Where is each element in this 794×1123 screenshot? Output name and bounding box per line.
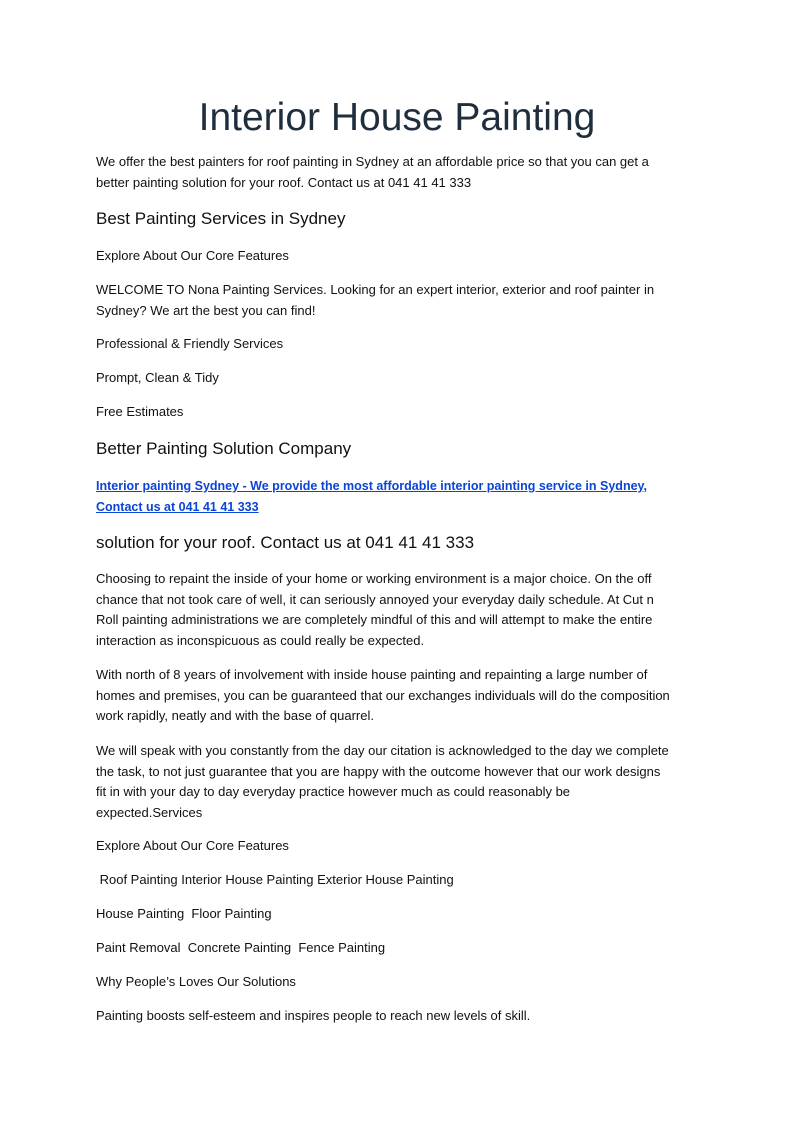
welcome-line-1: WELCOME TO Nona Painting Services. Looking for an expert interior, exterior and roof painter in bbox=[96, 282, 655, 297]
communication-paragraph bbox=[96, 741, 706, 823]
feature-free-estimates: Free Estimates bbox=[96, 404, 184, 419]
choosing-line-4: interaction as inconspicuous as could really be expected. bbox=[96, 632, 425, 648]
communication-line-1: We will speak with you constantly from the day our citation is acknowledged to the day we complete bbox=[96, 743, 669, 758]
link-line-2[interactable]: Contact us at 041 41 41 333 bbox=[96, 500, 259, 514]
page-title: Interior House Painting bbox=[198, 96, 596, 139]
explore-core-features-2: Explore About Our Core Features bbox=[96, 838, 289, 853]
intro-line-1: We offer the best painters for roof painting in Sydney at an affordable price so that you can get a bbox=[96, 154, 649, 169]
feature-professional: Professional & Friendly Services bbox=[96, 336, 284, 351]
welcome-line-2: Sydney? We art the best you can find! bbox=[96, 302, 316, 318]
why-people-heading: Why People’s Loves Our Solutions bbox=[96, 974, 296, 989]
heading-solution-contact: solution for your roof. Contact us at 041 41 41 333 bbox=[96, 533, 475, 552]
services-row-2: House Painting Floor Painting bbox=[96, 906, 272, 921]
interior-painting-sydney-link[interactable] bbox=[96, 476, 647, 518]
choosing-line-2: chance that not took care of well, it can seriously annoyed your everyday daily schedule. At Cut n bbox=[96, 591, 654, 607]
welcome-paragraph bbox=[96, 280, 706, 321]
communication-line-2: the task, to not just guarantee that you are happy with the outcome however that our work designs bbox=[96, 763, 661, 779]
experience-line-3: work rapidly, neatly and with the base of quarrel. bbox=[96, 708, 374, 723]
intro-paragraph bbox=[96, 152, 706, 193]
feature-prompt: Prompt, Clean & Tidy bbox=[96, 370, 219, 385]
experience-line-2: homes and premises, you can be guaranteed that our exchanges individuals will do the composition bbox=[96, 687, 670, 703]
experience-line-1: With north of 8 years of involvement with inside house painting and repainting a large number of bbox=[96, 667, 648, 682]
services-row-3: Paint Removal Concrete Painting Fence Painting bbox=[96, 940, 386, 955]
heading-best-painting-services: Best Painting Services in Sydney bbox=[96, 209, 346, 228]
communication-line-4: expected.Services bbox=[96, 804, 203, 820]
services-row-1: Roof Painting Interior House Painting Exterior House Painting bbox=[96, 872, 454, 887]
choosing-paragraph bbox=[96, 569, 706, 651]
choosing-line-1: Choosing to repaint the inside of your home or working environment is a major choice. On the off bbox=[96, 571, 652, 586]
heading-better-painting-solution: Better Painting Solution Company bbox=[96, 439, 352, 458]
closing-statement: Painting boosts self-esteem and inspires people to reach new levels of skill. bbox=[96, 1008, 531, 1023]
choosing-line-3: Roll painting administrations we are completely mindful of this and will attempt to make the entire bbox=[96, 612, 653, 627]
intro-line-2: better painting solution for your roof. Contact us at 041 41 41 333 bbox=[96, 174, 472, 190]
communication-line-3: fit in with your day to day everyday practice however much as could reasonably be bbox=[96, 784, 571, 799]
explore-core-features-1: Explore About Our Core Features bbox=[96, 248, 289, 263]
link-line-1[interactable]: Interior painting Sydney - We provide the most affordable interior painting service in Sydney, bbox=[96, 479, 648, 493]
experience-paragraph bbox=[96, 665, 706, 727]
